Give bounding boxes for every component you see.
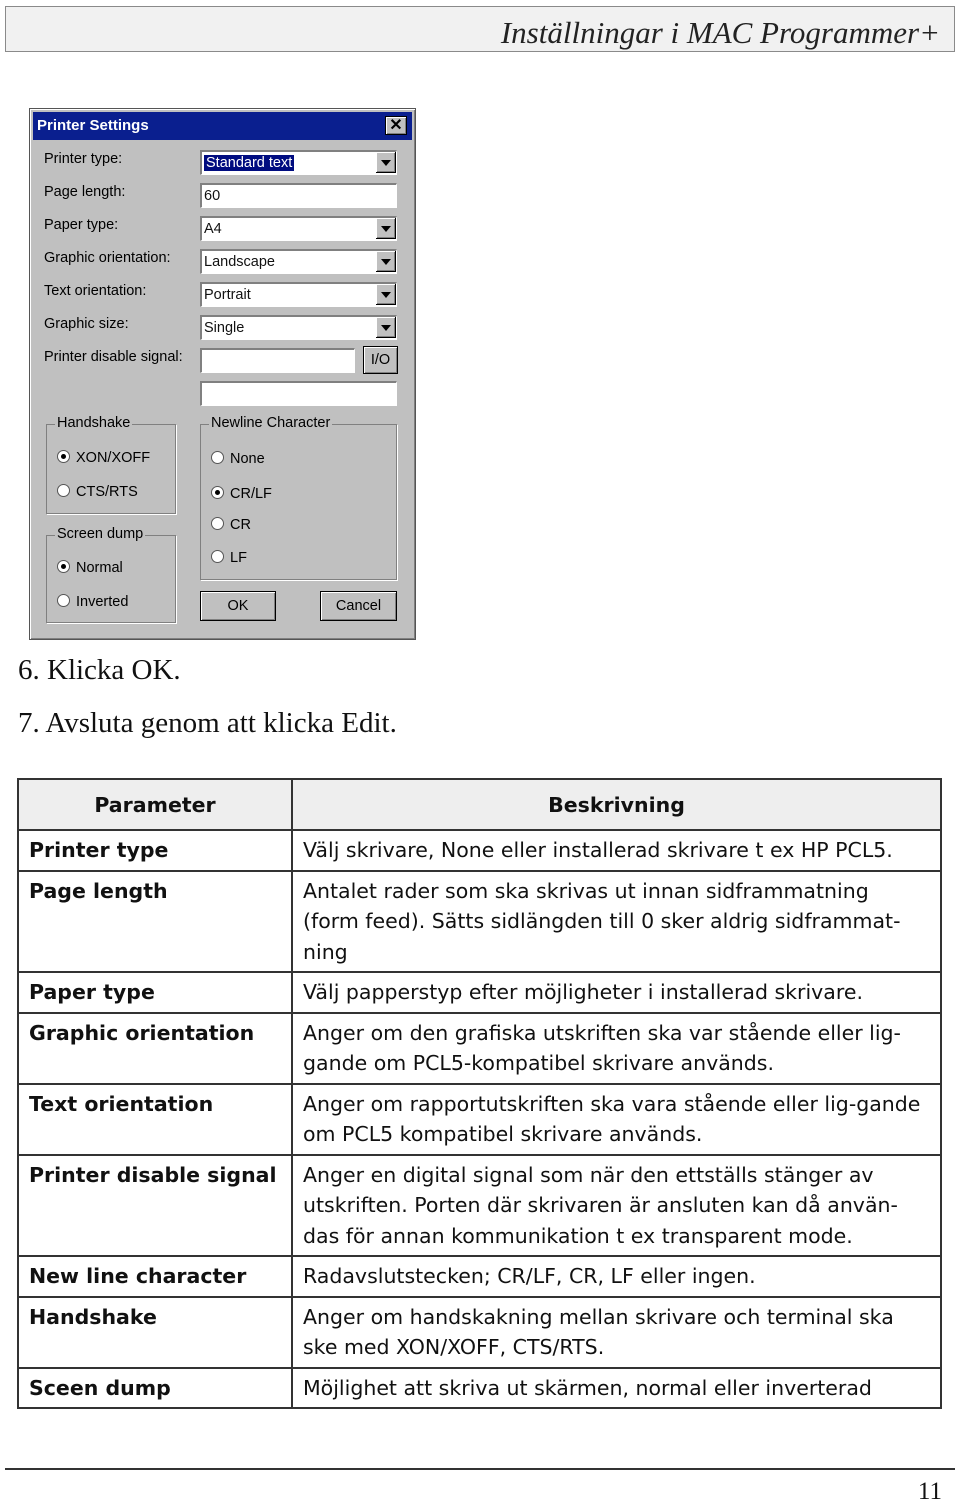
page-length-input[interactable]: [200, 183, 397, 208]
parameter-table: [17, 778, 942, 1409]
radio-label: None: [230, 451, 265, 467]
description-cell: Anger om den grafiska utskriften ska var stående eller lig-gande om PCL5-kompatibel skrivare används.: [292, 1013, 941, 1084]
description-cell: Anger om rapportutskriften ska vara stående eller lig-gande om PCL5 kompatibel skrivare används.: [292, 1084, 941, 1155]
extra-input[interactable]: [200, 381, 397, 406]
dialog-title: Printer Settings: [37, 117, 149, 134]
table-header-row: [18, 779, 941, 830]
radio-icon: [57, 484, 70, 497]
chevron-down-icon[interactable]: [376, 218, 396, 239]
printer-disable-signal-label: Printer disable signal:: [44, 349, 183, 365]
chevron-down-icon[interactable]: [376, 251, 396, 272]
step-7: 7. Avsluta genom att klicka Edit.: [18, 707, 397, 739]
paper-type-select[interactable]: [200, 216, 397, 241]
chevron-down-icon[interactable]: [376, 317, 396, 338]
description-cell: Antalet rader som ska skrivas ut innan sidframmatning (form feed). Sätts sidlängden till 0 sker aldrig sidframmat-ning: [292, 871, 941, 973]
radio-inverted[interactable]: [57, 594, 128, 610]
description-cell: Välj skrivare, None eller installerad skrivare t ex HP PCL5.: [292, 830, 941, 871]
radio-selected-icon: [57, 560, 70, 573]
printer-type-value: Standard text: [206, 155, 293, 171]
parameter-cell: Page length: [18, 871, 292, 973]
parameter-cell: Paper type: [18, 972, 292, 1013]
table-row: [18, 1256, 941, 1297]
page-number: 11: [917, 1478, 942, 1505]
table-row: [18, 1013, 941, 1084]
graphic-orientation-label: Graphic orientation:: [44, 250, 171, 266]
screen-dump-group-title: Screen dump: [57, 526, 144, 542]
page-length-value: 60: [204, 188, 221, 204]
radio-normal[interactable]: [57, 560, 123, 576]
printer-settings-dialog: [29, 108, 416, 640]
graphic-size-value: Single: [204, 320, 245, 336]
chevron-down-icon[interactable]: [376, 284, 396, 305]
radio-label: XON/XOFF: [76, 450, 151, 466]
table-row: [18, 1155, 941, 1257]
radio-none[interactable]: [211, 451, 265, 467]
radio-icon: [211, 451, 224, 464]
printer-type-label: Printer type:: [44, 151, 123, 167]
radio-label: Inverted: [76, 594, 129, 610]
radio-selected-icon: [211, 486, 224, 499]
handshake-group-title: Handshake: [57, 415, 131, 431]
column-header-description: Beskrivning: [292, 779, 941, 830]
radio-lf[interactable]: [211, 550, 247, 566]
ok-button[interactable]: OK: [200, 591, 276, 621]
graphic-size-label: Graphic size:: [44, 316, 129, 332]
paper-type-value: A4: [204, 221, 222, 237]
description-cell: Anger om handskakning mellan skrivare och terminal ska ske med XON/XOFF, CTS/RTS.: [292, 1297, 941, 1368]
description-cell: Radavslutstecken; CR/LF, CR, LF eller ingen.: [292, 1256, 941, 1297]
footer-divider: [5, 1468, 955, 1470]
radio-label: Normal: [76, 560, 123, 576]
printer-type-select[interactable]: [200, 150, 397, 175]
description-cell: Möjlighet att skriva ut skärmen, normal eller inverterad: [292, 1368, 941, 1409]
parameter-cell: Handshake: [18, 1297, 292, 1368]
table-row: [18, 1084, 941, 1155]
page-header: [5, 6, 955, 52]
close-button[interactable]: ✕: [385, 116, 407, 135]
radio-cr[interactable]: [211, 517, 251, 533]
table-row: [18, 972, 941, 1013]
table-row: [18, 830, 941, 871]
graphic-orientation-select[interactable]: [200, 249, 397, 274]
printer-disable-signal-input[interactable]: [200, 348, 355, 373]
graphic-orientation-value: Landscape: [204, 254, 275, 270]
radio-label: LF: [230, 550, 247, 566]
header-title: Inställningar i MAC Programmer+: [500, 15, 940, 50]
radio-selected-icon: [57, 450, 70, 463]
chevron-down-icon[interactable]: [376, 152, 396, 173]
parameter-cell: Printer disable signal: [18, 1155, 292, 1257]
parameter-cell: New line character: [18, 1256, 292, 1297]
table-row: [18, 1297, 941, 1368]
table-row: [18, 1368, 941, 1409]
newline-group: [200, 415, 397, 580]
graphic-size-select[interactable]: [200, 315, 397, 340]
radio-cr-lf[interactable]: [211, 486, 272, 502]
cancel-button[interactable]: Cancel: [320, 591, 397, 621]
parameter-cell: Sceen dump: [18, 1368, 292, 1409]
radio-cts-rts[interactable]: [57, 484, 138, 500]
paper-type-label: Paper type:: [44, 217, 119, 233]
table-row: [18, 871, 941, 973]
radio-xon-xoff[interactable]: [57, 450, 150, 466]
column-header-parameter: Parameter: [18, 779, 292, 830]
radio-label: CR: [230, 517, 251, 533]
handshake-group: [46, 415, 176, 514]
text-orientation-value: Portrait: [204, 287, 251, 303]
description-cell: Anger en digital signal som när den ettställs stänger av utskriften. Porten där skrivaren är ansluten kan då använ-das för annan kommunikation t ex transparent mode.: [292, 1155, 941, 1257]
radio-label: CR/LF: [230, 486, 272, 502]
newline-group-title: Newline Character: [211, 415, 331, 431]
page-length-label: Page length:: [44, 184, 126, 200]
parameter-cell: Printer type: [18, 830, 292, 871]
dialog-titlebar: [33, 112, 412, 140]
parameter-cell: Text orientation: [18, 1084, 292, 1155]
radio-label: CTS/RTS: [76, 484, 138, 500]
radio-icon: [57, 594, 70, 607]
io-button[interactable]: I/O: [363, 346, 398, 374]
step-6: 6. Klicka OK.: [18, 654, 181, 686]
radio-icon: [211, 517, 224, 530]
text-orientation-select[interactable]: [200, 282, 397, 307]
text-orientation-label: Text orientation:: [44, 283, 147, 299]
parameter-cell: Graphic orientation: [18, 1013, 292, 1084]
screen-dump-group: [46, 526, 176, 623]
radio-icon: [211, 550, 224, 563]
description-cell: Välj papperstyp efter möjligheter i installerad skrivare.: [292, 972, 941, 1013]
